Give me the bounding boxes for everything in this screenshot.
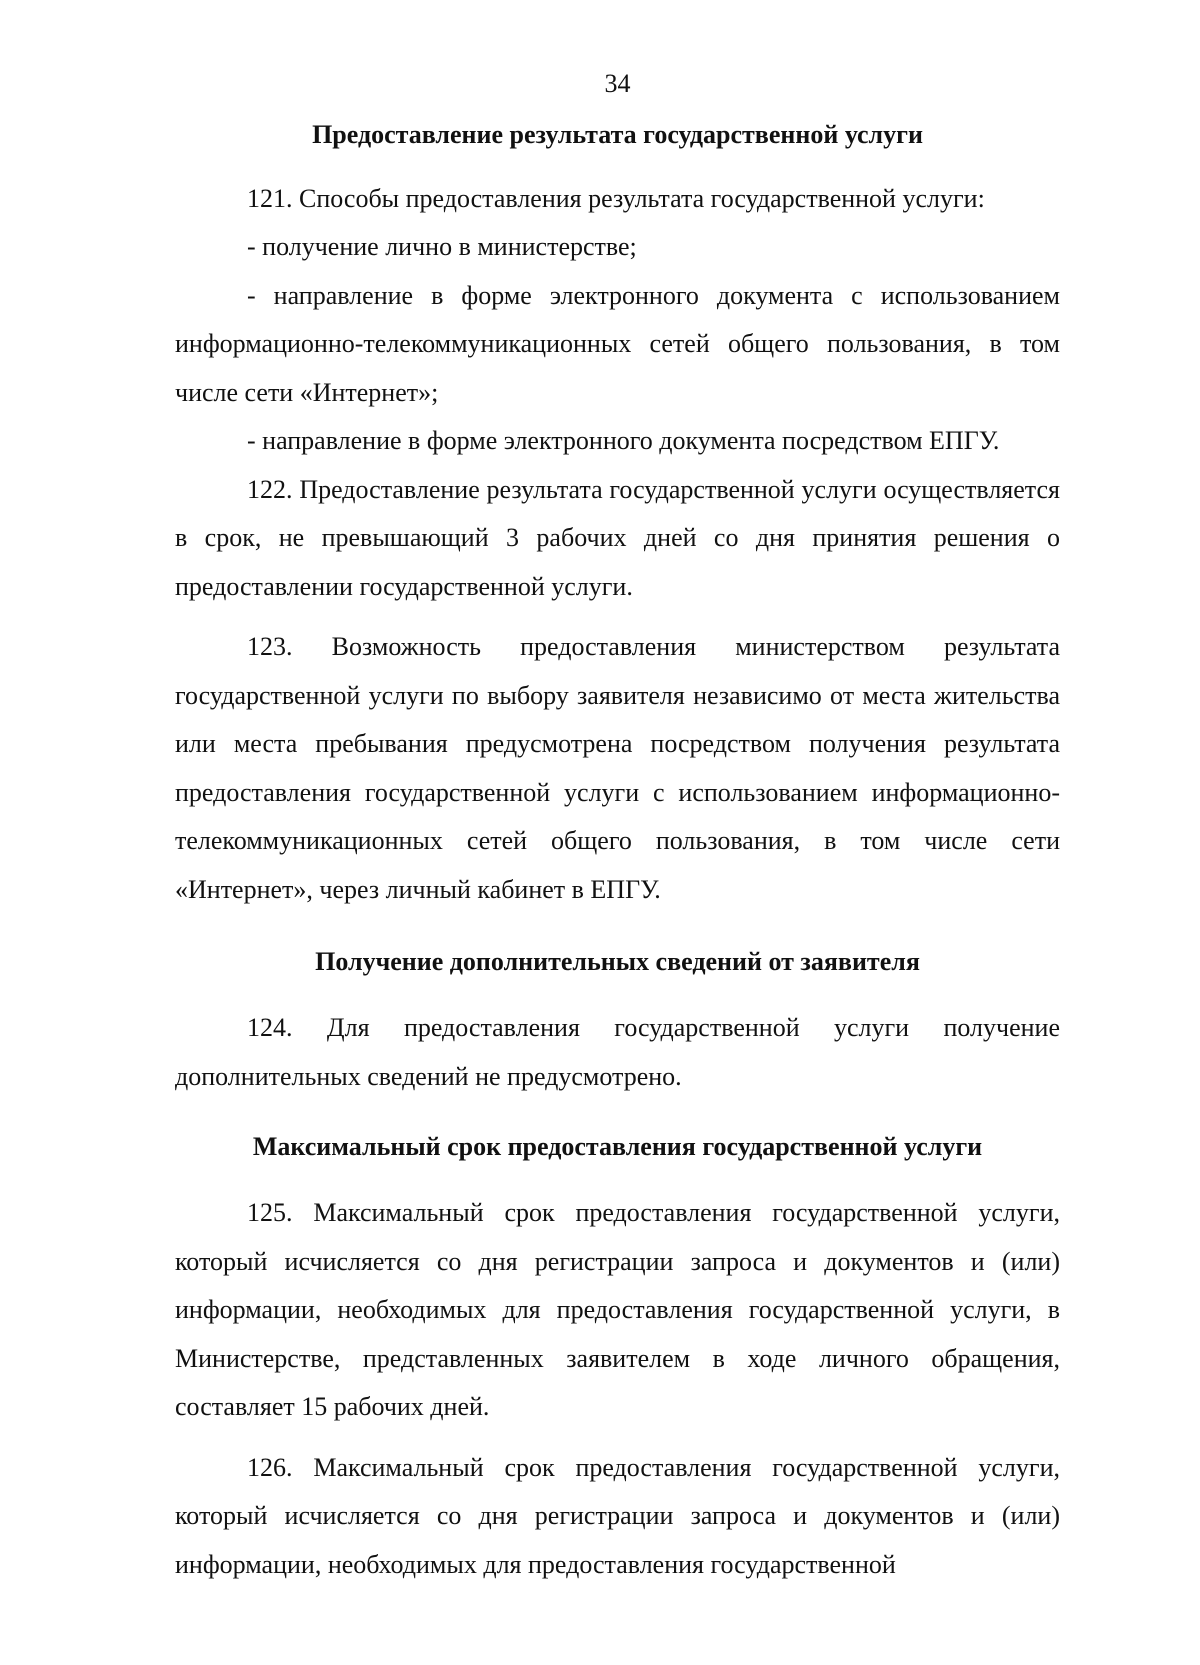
- paragraph-121-item-electronic: - направление в форме электронного документа с использованием информационно-телекоммуникационных сетей общего пользования, в том числе сети «Интернет»;: [175, 280, 1060, 407]
- paragraph-124: 124. Для предоставления государственной услуги получение дополнительных сведений не предусмотрено.: [175, 1013, 1060, 1091]
- paragraph-123: 123. Возможность предоставления министерством результата государственной услуги по выбору заявителя независимо от места жительства или места пребывания предусмотрена посредством получения результата предоставления государственной услуги с использованием информационно-телекоммуникационных сетей общего пользования, в том числе сети «Интернет», через личный кабинет в ЕПГУ.: [175, 632, 1060, 904]
- section-heading-max-term: Максимальный срок предоставления государственной услуги: [252, 1132, 983, 1161]
- paragraph-125: 125. Максимальный срок предоставления государственной услуги, который исчисляется со дня регистрации запроса и документов и (или) информации, необходимых для предоставления государственной услуги, в Министерстве, представленных заявителем в ходе личного обращения, составляет 15 рабочих дней.: [175, 1198, 1060, 1421]
- paragraph-122: 122. Предоставление результата государственной услуги осуществляется в срок, не превышающий 3 рабочих дней со дня принятия решения о предоставлении государственной услуги.: [175, 474, 1060, 601]
- paragraph-126: 126. Максимальный срок предоставления государственной услуги, который исчисляется со дня регистрации запроса и документов и (или) информации, необходимых для предоставления государственной: [175, 1452, 1060, 1579]
- paragraph-121: 121. Способы предоставления результата государственной услуги:: [247, 183, 985, 213]
- section-heading-additional-info: Получение дополнительных сведений от заявителя: [315, 947, 920, 976]
- paragraph-121-item-personal: - получение лично в министерстве;: [247, 232, 637, 261]
- document-page: [175, 60, 1060, 1589]
- section-heading-result: Предоставление результата государственной услуги: [312, 119, 923, 149]
- page-number: 34: [604, 69, 631, 98]
- paragraph-121-item-epgu: - направление в форме электронного документа посредством ЕПГУ.: [247, 426, 1000, 455]
